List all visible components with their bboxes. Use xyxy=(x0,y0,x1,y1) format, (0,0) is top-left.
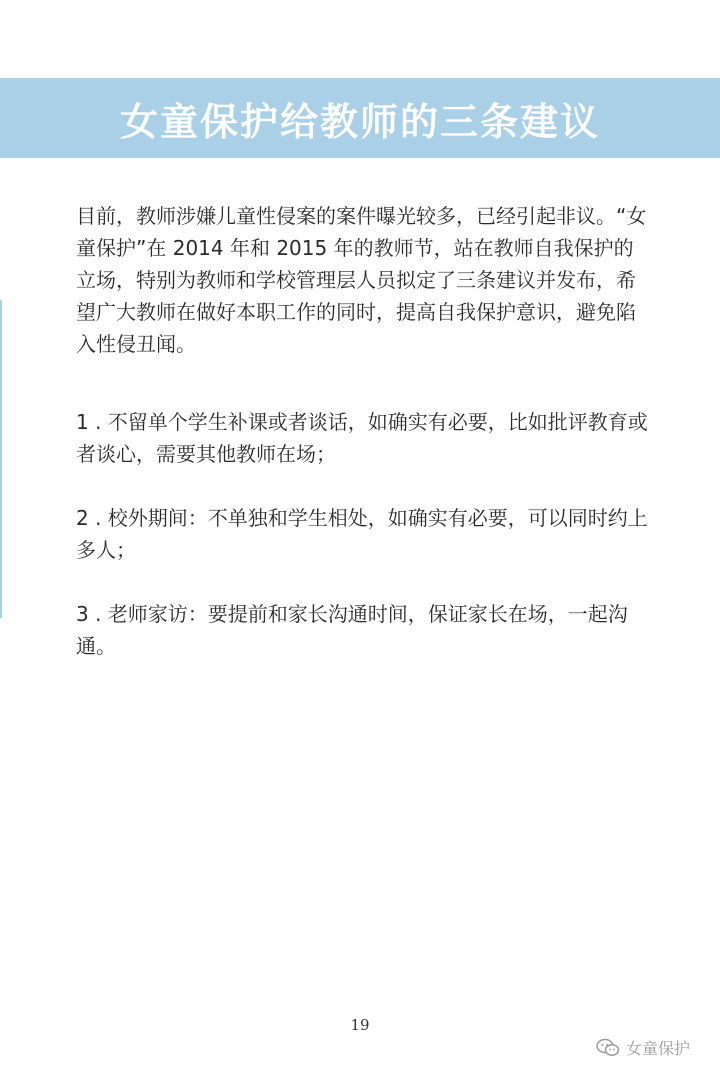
title-banner xyxy=(0,78,720,158)
body-content xyxy=(76,200,651,694)
wechat-icon xyxy=(596,1038,620,1058)
watermark xyxy=(596,1036,690,1059)
intro-paragraph: 目前，教师涉嫌儿童性侵案的案件曝光较多，已经引起非议。“女童保护”在 2014 年和 2015 年的教师节，站在教师自我保护的立场，特别为教师和学校管理层人员拟定了三条建议并发布，希望广大教师在做好本职工作的同时，提高自我保护意识，避免陷入性侵丑闻。 xyxy=(76,204,647,356)
watermark-label: 女童保护 xyxy=(625,1039,690,1058)
left-accent-bar xyxy=(0,300,2,618)
advice-item-3: 3 . 老师家访：要提前和家长沟通时间，保证家长在场，一起沟通。 xyxy=(76,602,628,658)
advice-item-1: 1 . 不留单个学生补课或者谈话，如确实有必要，比如批评教育或者谈心，需要其他教师在场； xyxy=(76,410,648,466)
page-title: 女童保护给教师的三条建议 xyxy=(119,99,600,144)
advice-item-2: 2 . 校外期间：不单独和学生相处，如确实有必要，可以同时约上多人； xyxy=(76,506,648,562)
page-number: 19 xyxy=(350,1016,370,1034)
